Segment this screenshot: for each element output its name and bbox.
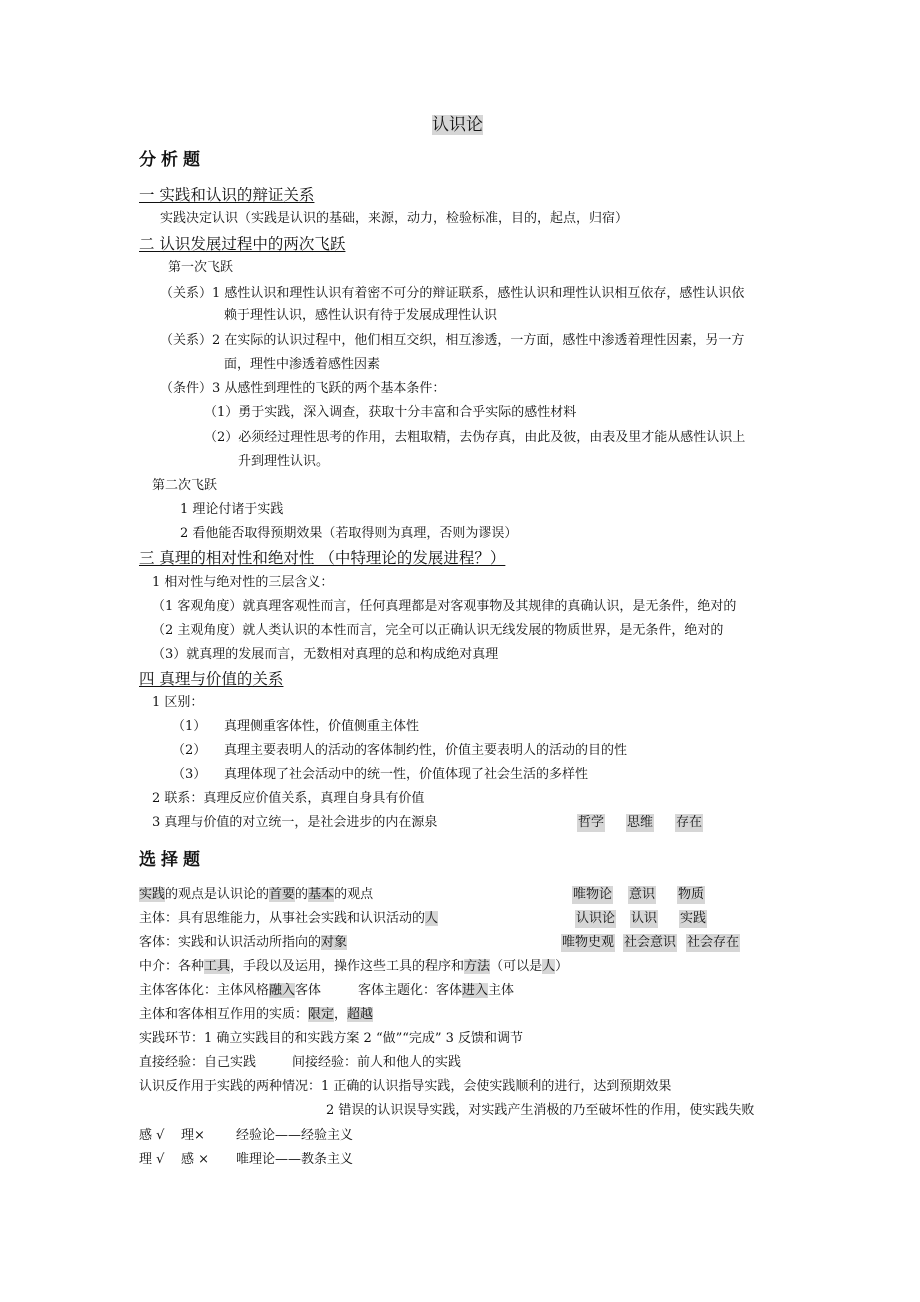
choice-row-3: 客体：实践和认识活动所指向的对象: [139, 935, 348, 950]
unity-line: 3 真理与价值的对立统一，是社会进步的内在源泉: [152, 815, 438, 830]
choice-row-4: 中介：各种工具，手段以及运用，操作这些工具的程序和方法（可以是人）: [139, 959, 569, 974]
tag-social-existence: 社会存在: [687, 935, 740, 950]
tag-epistemology: 认识论: [576, 911, 616, 926]
section-3-heading: 三 真理的相对性和绝对性 （中特理论的发展进程？）: [139, 549, 506, 567]
tag-thinking: 思维: [627, 815, 654, 830]
connection-line: 2 联系：真理反应价值关系，真理自身具有价值: [152, 791, 425, 806]
choice-row-11-c: 经验论——经验主义: [236, 1128, 354, 1143]
choice-row-11-b: 理×: [181, 1128, 205, 1143]
relation-1-line-2: 赖于理性认识，感性认识有待于发展成理性认识: [224, 308, 498, 323]
relation-1-line-1: （关系）1 感性认识和理性认识有着密不可分的辩证联系，感性认识和理性认识相互依存，感性认识依: [160, 286, 745, 301]
difference-2-number: （2）: [172, 743, 207, 758]
choice-row-2: 主体：具有思维能力，从事社会实践和认识活动的人: [139, 911, 439, 926]
section-3-line-4: （3）就真理的发展而言，无数相对真理的总和构成绝对真理: [152, 647, 499, 662]
tag-cognition: 认识: [631, 911, 658, 926]
choice-row-5: 主体客体化：主体风格融入客体: [139, 983, 322, 998]
section-3-line-1: 1 相对性与绝对性的三层含义：: [152, 575, 334, 590]
choice-row-10: 2 错误的认识误导实践，对实践产生消极的乃至破坏性的作用，使实践失败: [326, 1103, 755, 1118]
relation-2-line-1: （关系）2 在实际的认识过程中，他们相互交织，相互渗透，一方面，感性中渗透着理性因素，另一方: [160, 333, 745, 348]
section-4-heading: 四 真理与价值的关系: [139, 670, 284, 688]
choice-row-1: 实践的观点是认识论的首要的基本的观点: [139, 887, 374, 902]
tag-matter: 物质: [678, 887, 705, 902]
section-1-text: 实践决定认识（实践是认识的基础，来源，动力，检验标准，目的，起点，归宿）: [160, 211, 629, 226]
tag-practice: 实践: [680, 911, 707, 926]
condition-3-item-1: （1）勇于实践，深入调查，获取十分丰富和合乎实际的感性材料: [204, 405, 577, 420]
condition-3-item-2-line-2: 升到理性认识。: [238, 454, 330, 469]
section-3-line-3: （2 主观角度）就人类认识的本性而言，完全可以正确认识无线发展的物质世界，是无条件，绝对的: [152, 623, 724, 638]
second-leap: 第二次飞跃: [152, 478, 218, 493]
tag-social-consciousness: 社会意识: [624, 935, 677, 950]
relation-2-line-2: 面，理性中渗透着感性因素: [224, 357, 381, 372]
tag-historical-materialism: 唯物史观: [562, 935, 615, 950]
tag-existence: 存在: [676, 815, 703, 830]
choice-row-5-part-2: 客体主题化：客体进入主体: [358, 983, 515, 998]
choice-heading: 选择题: [139, 850, 205, 870]
condition-3-item-2-line-1: （2）必须经过理性思考的作用，去粗取精，去伪存真，由此及彼，由表及里才能从感性认识上: [204, 430, 746, 445]
section-2-heading: 二 认识发展过程中的两次飞跃: [139, 235, 346, 253]
choice-row-11-a: 感 √: [139, 1128, 165, 1143]
difference-label: 1 区别：: [152, 695, 204, 710]
choice-row-7: 实践环节：1 确立实践目的和实践方案 2 “做”“完成” 3 反馈和调节: [139, 1031, 524, 1046]
difference-3-number: （3）: [172, 767, 207, 782]
first-leap: 第一次飞跃: [168, 260, 234, 275]
second-leap-item-2: 2 看他能否取得预期效果（若取得则为真理，否则为谬误）: [180, 526, 518, 541]
choice-row-12-a: 理 √: [139, 1152, 165, 1167]
condition-3: （条件）3 从感性到理性的飞跃的两个基本条件：: [160, 381, 446, 396]
choice-row-12-b: 感 ×: [181, 1152, 210, 1167]
difference-3-text: 真理体现了社会活动中的统一性，价值体现了社会生活的多样性: [224, 767, 589, 782]
tag-materialism: 唯物论: [573, 887, 613, 902]
page-title: 认识论: [432, 115, 483, 135]
section-3-line-2: （1 客观角度）就真理客观性而言，任何真理都是对客观事物及其规律的真确认识，是无条件，绝对的: [152, 599, 737, 614]
choice-row-12-c: 唯理论——教条主义: [236, 1152, 354, 1167]
tag-philosophy: 哲学: [578, 815, 605, 830]
choice-row-9: 认识反作用于实践的两种情况：1 正确的认识指导实践，会使实践顺利的进行，达到预期效果: [139, 1079, 672, 1094]
analysis-heading: 分析题: [139, 150, 205, 170]
choice-row-8-indirect: 间接经验：前人和他人的实践: [292, 1055, 462, 1070]
choice-row-6: 主体和客体相互作用的实质：限定，超越: [139, 1007, 374, 1022]
difference-1-number: （1）: [172, 719, 207, 734]
section-1-heading: 一 实践和认识的辩证关系: [139, 186, 315, 204]
difference-1-text: 真理侧重客体性，价值侧重主体性: [224, 719, 420, 734]
tag-consciousness: 意识: [629, 887, 656, 902]
second-leap-item-1: 1 理论付诸于实践: [180, 502, 284, 517]
difference-2-text: 真理主要表明人的活动的客体制约性，价值主要表明人的活动的目的性: [224, 743, 628, 758]
choice-row-8-direct: 直接经验：自己实践: [139, 1055, 257, 1070]
